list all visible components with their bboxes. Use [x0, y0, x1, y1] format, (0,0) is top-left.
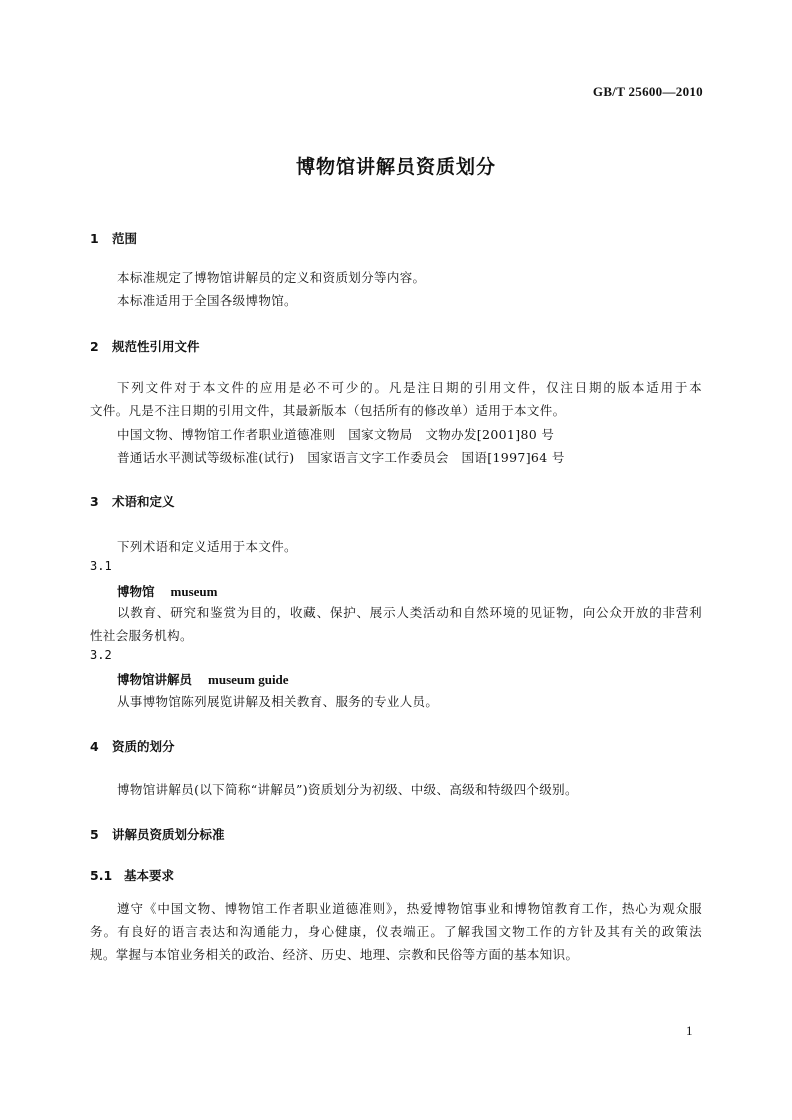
section-2-paragraph-line-1: 下列文件对于本文件的应用是必不可少的。凡是注日期的引用文件，仅注日期的版本适用于本: [117, 380, 702, 395]
section-2-paragraph-line-2: 文件。凡是不注日期的引用文件，其最新版本（包括所有的修改单）适用于本文件。: [90, 403, 566, 418]
section-number: 3: [90, 494, 99, 509]
standard-code: GB/T 25600—2010: [592, 84, 703, 99]
subsection-5-1-heading: [90, 866, 174, 884]
term-chinese: 博物馆: [117, 584, 155, 599]
term-english: museum guide: [208, 672, 289, 687]
section-2-heading: [90, 337, 200, 355]
subsection-title: 基本要求: [124, 868, 175, 883]
term-english: museum: [170, 584, 218, 599]
section-3-heading: [90, 492, 175, 510]
reference-1: 中国文物、博物馆工作者职业道德准则 国家文物局 文物办发[2001]80 号: [117, 427, 555, 442]
section-5-heading: [90, 825, 225, 843]
term-3-2-heading: [117, 670, 289, 688]
section-number: 1: [90, 231, 99, 246]
term-3-2-number: 3.2: [90, 648, 112, 662]
subsection-number: 5.1: [90, 868, 113, 883]
subsection-5-1-line-2: 务。有良好的语言表达和沟通能力，身心健康，仪表端正。了解我国文物工作的方针及其有关的政策法: [90, 924, 702, 939]
section-title: 术语和定义: [112, 494, 175, 509]
section-number: 4: [90, 739, 99, 754]
term-3-1-heading: [117, 582, 217, 600]
document-title: 博物馆讲解员资质划分: [295, 156, 496, 178]
term-3-1-definition-line-2: 性社会服务机构。: [90, 628, 193, 643]
reference-2: 普通话水平测试等级标准(试行) 国家语言文字工作委员会 国语[1997]64 号: [117, 450, 565, 465]
section-1-paragraph-2: 本标准适用于全国各级博物馆。: [117, 293, 297, 308]
subsection-5-1-line-3: 规。掌握与本馆业务相关的政治、经济、历史、地理、宗教和民俗等方面的基本知识。: [90, 947, 579, 962]
section-title: 规范性引用文件: [112, 339, 200, 354]
section-4-paragraph: 博物馆讲解员(以下简称“讲解员”)资质划分为初级、中级、高级和特级四个级别。: [117, 782, 578, 797]
section-4-heading: [90, 737, 175, 755]
section-1-paragraph-1: 本标准规定了博物馆讲解员的定义和资质划分等内容。: [117, 270, 426, 285]
term-3-1-definition-line-1: 以教育、研究和鉴赏为目的，收藏、保护、展示人类活动和自然环境的见证物，向公众开放的非营利: [117, 605, 702, 620]
term-chinese: 博物馆讲解员: [117, 672, 193, 687]
section-title: 范围: [112, 231, 138, 246]
page-number: 1: [686, 1023, 693, 1038]
section-3-intro: 下列术语和定义适用于本文件。: [117, 539, 297, 554]
section-title: 讲解员资质划分标准: [112, 827, 225, 842]
section-number: 2: [90, 339, 99, 354]
subsection-5-1-line-1: 遵守《中国文物、博物馆工作者职业道德准则》，热爱博物馆事业和博物馆教育工作，热心为观众服: [117, 901, 702, 916]
section-number: 5: [90, 827, 99, 842]
section-title: 资质的划分: [112, 739, 175, 754]
term-3-1-number: 3.1: [90, 559, 112, 573]
term-3-2-definition: 从事博物馆陈列展览讲解及相关教育、服务的专业人员。: [117, 694, 439, 709]
section-1-heading: [90, 229, 137, 247]
